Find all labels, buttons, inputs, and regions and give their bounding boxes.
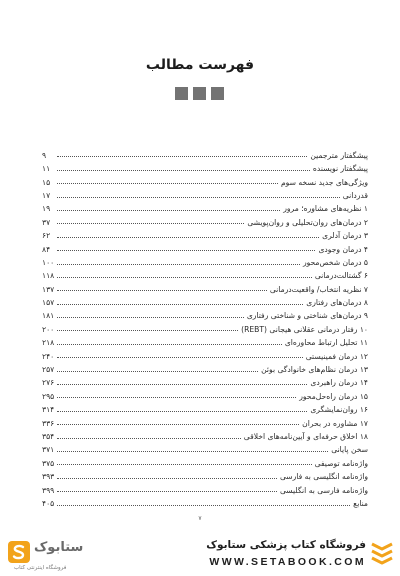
dot-leader bbox=[57, 357, 303, 358]
dot-leader bbox=[57, 464, 312, 465]
dot-leader bbox=[57, 438, 241, 439]
toc-entry-title: ۲ درمان‌های روان‌تحلیلی و روان‌پویشی bbox=[247, 217, 368, 227]
page-title: فهرست مطالب bbox=[145, 57, 255, 73]
toc-entry-page-number: ۲۰۰ bbox=[42, 324, 55, 334]
dot-leader bbox=[57, 223, 244, 224]
toc-entry-page-number: ۳۷۵ bbox=[42, 458, 55, 468]
toc-entry bbox=[42, 186, 368, 199]
toc-entry bbox=[42, 387, 368, 400]
dot-leader bbox=[57, 170, 310, 171]
square-ornament bbox=[193, 87, 206, 100]
dot-leader bbox=[57, 505, 350, 506]
toc-entry-page-number: ۳۱۴ bbox=[42, 405, 55, 415]
toc-entry bbox=[42, 374, 368, 387]
toc-entry-page-number: ۱۵۷ bbox=[42, 298, 55, 308]
toc-entry-title: ۱۶ روان‌نمایشگری bbox=[310, 405, 368, 415]
toc-entry-title: ۴ درمان وجودی bbox=[318, 244, 368, 254]
toc-entry-title: ۱۲ درمان فمینیستی bbox=[305, 351, 368, 361]
toc-entry-page-number: ۳۷۱ bbox=[42, 445, 55, 455]
toc-entry bbox=[42, 467, 368, 480]
toc-entry bbox=[42, 159, 368, 172]
toc-entry-page-number: ۱۳۷ bbox=[42, 284, 55, 294]
dot-leader bbox=[57, 197, 340, 198]
toc-entry bbox=[42, 454, 368, 467]
toc-entry bbox=[42, 441, 368, 454]
dot-leader bbox=[57, 330, 238, 331]
dot-leader bbox=[57, 237, 319, 238]
setabook-logo-icon bbox=[8, 541, 30, 563]
toc-entry bbox=[42, 320, 368, 333]
setabook-logo bbox=[8, 539, 92, 572]
toc-entry bbox=[42, 307, 368, 320]
toc-entry-page-number: ۱۸۱ bbox=[42, 311, 55, 321]
footer-banner bbox=[0, 534, 400, 576]
toc-entry-page-number: ۳۵۴ bbox=[42, 432, 55, 441]
toc-entry-page-number: ۲۴۰ bbox=[42, 351, 55, 361]
toc-entry-page-number: ۱۱۸ bbox=[42, 271, 55, 281]
toc-entry bbox=[42, 226, 368, 239]
dot-leader bbox=[57, 491, 277, 492]
dot-leader bbox=[57, 451, 328, 452]
toc-entry-page-number: ۹ bbox=[42, 150, 47, 160]
dot-leader bbox=[57, 317, 244, 318]
toc-entry-page-number: ۳۹۳ bbox=[42, 472, 55, 482]
dot-leader bbox=[57, 424, 299, 425]
toc-entry-title: قدردانی bbox=[342, 190, 368, 200]
toc-entry bbox=[42, 360, 368, 373]
toc-entry-title: پیشگفتار نویسنده bbox=[312, 164, 368, 174]
toc-entry bbox=[42, 481, 368, 494]
square-ornament bbox=[211, 87, 224, 100]
toc-entry-title: پیشگفتار مترجمین bbox=[310, 150, 368, 160]
toc-entry-title: ۱۰ رفتار درمانی عقلانی هیجانی (REBT) bbox=[241, 324, 368, 334]
toc-entry-title: ۱۳ درمان نظام‌های خانوادگی بوئن bbox=[261, 365, 368, 375]
logo-wordmark: ستابوک bbox=[34, 540, 84, 555]
dot-leader bbox=[57, 264, 300, 265]
dot-leader bbox=[57, 411, 307, 412]
toc-entry-title: ۷ نظریه انتخاب/ واقعیت‌درمانی bbox=[269, 284, 368, 294]
toc-entry-page-number: ۲۷۶ bbox=[42, 378, 55, 388]
decorative-squares bbox=[175, 87, 224, 100]
dot-leader bbox=[57, 210, 280, 211]
toc-entry-page-number: ۱۷ bbox=[42, 190, 51, 200]
page-number: ۷ bbox=[198, 515, 202, 522]
toc-entry bbox=[42, 293, 368, 306]
toc-entry-page-number: ۱۱ bbox=[42, 164, 51, 174]
toc-entry-title: ۱۱ تحلیل ارتباط محاوره‌ای bbox=[284, 338, 368, 348]
toc-entry-page-number: ۱۰۰ bbox=[42, 257, 55, 267]
toc-entry-title: ۳ درمان آدلری bbox=[322, 231, 368, 241]
toc-entry-title: ۱۴ درمان راهبردی bbox=[310, 378, 368, 388]
toc-entry-page-number: ۲۹۵ bbox=[42, 391, 55, 401]
toc-entry-page-number: ۶۲ bbox=[42, 231, 51, 241]
dot-leader bbox=[57, 156, 307, 157]
toc-entry-page-number: ۳۷ bbox=[42, 217, 51, 227]
toc-entry-title: ویژگی‌های جدید نسخه سوم bbox=[280, 177, 368, 187]
toc-entry-title: ۸ درمان‌های رفتاری bbox=[306, 298, 368, 308]
toc-entry-page-number: ۳۳۶ bbox=[42, 418, 55, 428]
toc-entry-title: واژه‌نامه توصیفی bbox=[314, 458, 368, 468]
toc-entry-title: ۱۵ درمان راه‌حل‌محور bbox=[299, 391, 368, 401]
toc-entry-page-number: ۱۹ bbox=[42, 204, 51, 214]
toc-list bbox=[42, 146, 368, 508]
toc-entry-title: منابع bbox=[353, 498, 368, 508]
toc-entry bbox=[42, 173, 368, 186]
toc-entry-title: ۱ نظریه‌های مشاوره؛ مرور bbox=[283, 204, 368, 214]
dot-leader bbox=[57, 183, 278, 184]
toc-entry bbox=[42, 333, 368, 346]
toc-entry-page-number: ۳۹۹ bbox=[42, 485, 55, 495]
dot-leader bbox=[57, 397, 296, 398]
dot-leader bbox=[57, 478, 277, 479]
toc-entry-page-number: ۱۵ bbox=[42, 177, 51, 187]
toc-entry-page-number: ۲۵۷ bbox=[42, 365, 55, 375]
dot-leader bbox=[57, 384, 307, 385]
square-ornament bbox=[175, 87, 188, 100]
toc-entry-page-number: ۸۴ bbox=[42, 244, 51, 254]
toc-entry-title: واژه‌نامه انگلیسی به فارسی bbox=[279, 472, 368, 482]
toc-entry bbox=[42, 213, 368, 226]
toc-entry bbox=[42, 240, 368, 253]
store-website: WWW.SETABOOK.COM bbox=[209, 556, 366, 568]
toc-entry-title: ۹ درمان‌های شناختی و شناختی رفتاری bbox=[246, 311, 368, 321]
book-stack-icon bbox=[370, 540, 394, 568]
toc-entry-page-number: ۲۱۸ bbox=[42, 338, 55, 348]
toc-entry-title: ۶ گشتالت‌درمانی bbox=[314, 271, 368, 281]
toc-entry-title: سخن پایانی bbox=[331, 445, 368, 455]
dot-leader bbox=[57, 371, 258, 372]
logo-tagline: فروشگاه اینترنتی کتاب bbox=[14, 565, 67, 571]
dot-leader bbox=[57, 290, 267, 291]
toc-entry bbox=[42, 347, 368, 360]
toc-entry bbox=[42, 146, 368, 159]
toc-entry-title: ۵ درمان شخص‌محور bbox=[302, 257, 368, 267]
toc-entry-page-number: ۴۰۵ bbox=[42, 498, 55, 508]
toc-entry bbox=[42, 427, 368, 440]
toc-entry-title: واژه‌نامه فارسی به انگلیسی bbox=[279, 485, 368, 495]
toc-entry bbox=[42, 494, 368, 507]
toc-entry-title: ۱۷ مشاوره در بحران bbox=[302, 418, 368, 428]
dot-leader bbox=[57, 277, 312, 278]
toc-entry bbox=[42, 253, 368, 266]
toc-entry bbox=[42, 280, 368, 293]
dot-leader bbox=[57, 250, 315, 251]
toc-entry bbox=[42, 267, 368, 280]
toc-entry-title: ۱۸ اخلاق حرفه‌ای و آیین‌نامه‌های اخلاقی bbox=[243, 432, 368, 441]
store-name: فروشگاه کتاب پزشکی ستابوک bbox=[206, 539, 366, 551]
dot-leader bbox=[57, 304, 303, 305]
dot-leader bbox=[57, 344, 282, 345]
toc-entry bbox=[42, 400, 368, 413]
toc-entry bbox=[42, 200, 368, 213]
toc-entry bbox=[42, 414, 368, 427]
